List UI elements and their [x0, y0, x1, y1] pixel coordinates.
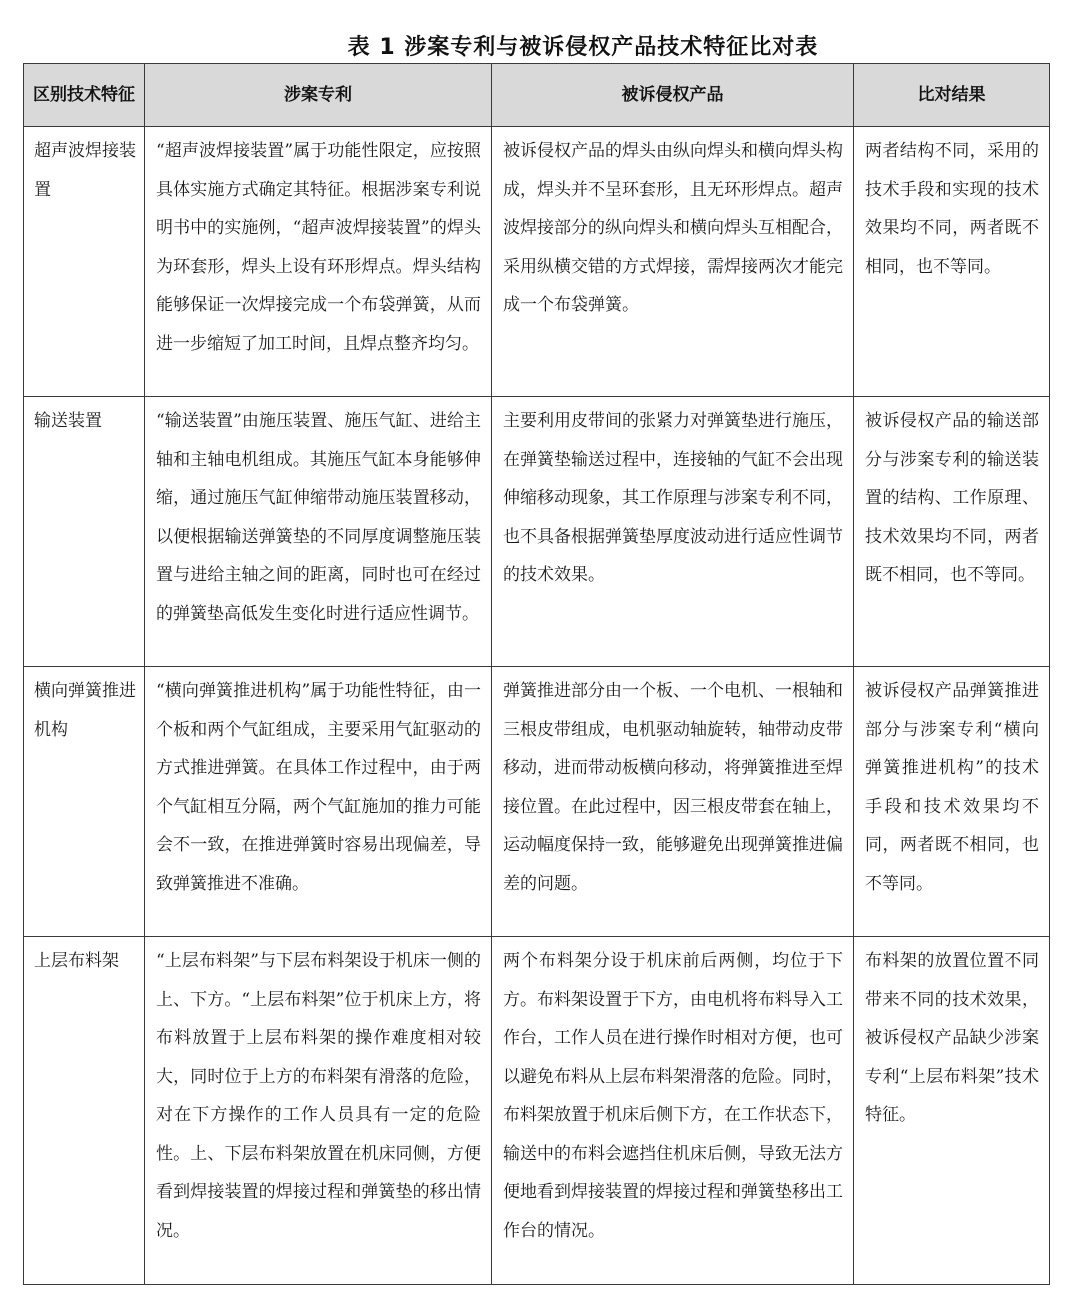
header-feature: 区别技术特征: [24, 64, 145, 127]
cell-result: 布料架的放置位置不同带来不同的技术效果，被诉侵权产品缺少涉案专利“上层布料架”技术特征。: [854, 937, 1050, 1285]
table-header-row: [24, 64, 1050, 127]
cell-feature: 输送装置: [24, 397, 145, 667]
header-result: 比对结果: [854, 64, 1050, 127]
cell-product: 弹簧推进部分由一个板、一个电机、一根轴和三根皮带组成，电机驱动轴旋转，轴带动皮带移动，进而带动板横向移动，将弹簧推进至焊接位置。在此过程中，因三根皮带套在轴上，运动幅度保持一致，能够避免出现弹簧推进偏差的问题。: [492, 667, 854, 937]
cell-product: 两个布料架分设于机床前后两侧，均位于下方。布料架设置于下方，由电机将布料导入工作台，工作人员在进行操作时相对方便，也可以避免布料从上层布料架滑落的危险。同时，布料架放置于机床后侧下方，在工作状态下，输送中的布料会遮挡住机床后侧，导致无法方便地看到焊接装置的焊接过程和弹簧垫移出工作台的情况。: [492, 937, 854, 1285]
table-row: [24, 397, 1050, 667]
cell-patent: “横向弹簧推进机构”属于功能性特征，由一个板和两个气缸组成，主要采用气缸驱动的方式推进弹簧。在具体工作过程中，由于两个气缸相互分隔，两个气缸施加的推力可能会不一致，在推进弹簧时容易出现偏差，导致弹簧推进不准确。: [145, 667, 492, 937]
cell-result: 被诉侵权产品的输送部分与涉案专利的输送装置的结构、工作原理、技术效果均不同，两者既不相同，也不等同。: [854, 397, 1050, 667]
header-product: 被诉侵权产品: [492, 64, 854, 127]
cell-product: 被诉侵权产品的焊头由纵向焊头和横向焊头构成，焊头并不呈环套形，且无环形焊点。超声波焊接部分的纵向焊头和横向焊头互相配合，采用纵横交错的方式焊接，需焊接两次才能完成一个布袋弹簧。: [492, 127, 854, 397]
cell-result: 两者结构不同，采用的技术手段和实现的技术效果均不同，两者既不相同，也不等同。: [854, 127, 1050, 397]
cell-feature: 横向弹簧推进机构: [24, 667, 145, 937]
cell-patent: “上层布料架”与下层布料架设于机床一侧的上、下方。“上层布料架”位于机床上方，将布料放置于上层布料架的操作难度相对较大，同时位于上方的布料架有滑落的危险，对在下方操作的工作人员具有一定的危险性。上、下层布料架放置在机床同侧，方便看到焊接装置的焊接过程和弹簧垫的移出情况。: [145, 937, 492, 1285]
comparison-table: [23, 63, 1050, 1285]
cell-feature: 超声波焊接装置: [24, 127, 145, 397]
cell-product: 主要利用皮带间的张紧力对弹簧垫进行施压，在弹簧垫输送过程中，连接轴的气缸不会出现伸缩移动现象，其工作原理与涉案专利不同，也不具备根据弹簧垫厚度波动进行适应性调节的技术效果。: [492, 397, 854, 667]
header-patent: 涉案专利: [145, 64, 492, 127]
table-row: [24, 127, 1050, 397]
table-title: 表 1 涉案专利与被诉侵权产品技术特征比对表: [347, 35, 819, 60]
cell-result: 被诉侵权产品弹簧推进部分与涉案专利“横向弹簧推进机构”的技术手段和技术效果均不同，两者既不相同，也不等同。: [854, 667, 1050, 937]
table-row: [24, 667, 1050, 937]
table-row: [24, 937, 1050, 1285]
cell-patent: “超声波焊接装置”属于功能性限定，应按照具体实施方式确定其特征。根据涉案专利说明书中的实施例，“超声波焊接装置”的焊头为环套形，焊头上设有环形焊点。焊头结构能够保证一次焊接完成一个布袋弹簧，从而进一步缩短了加工时间，且焊点整齐均匀。: [145, 127, 492, 397]
cell-feature: 上层布料架: [24, 937, 145, 1285]
cell-patent: “输送装置”由施压装置、施压气缸、进给主轴和主轴电机组成。其施压气缸本身能够伸缩，通过施压气缸伸缩带动施压装置移动，以便根据输送弹簧垫的不同厚度调整施压装置与进给主轴之间的距离，同时也可在经过的弹簧垫高低发生变化时进行适应性调节。: [145, 397, 492, 667]
